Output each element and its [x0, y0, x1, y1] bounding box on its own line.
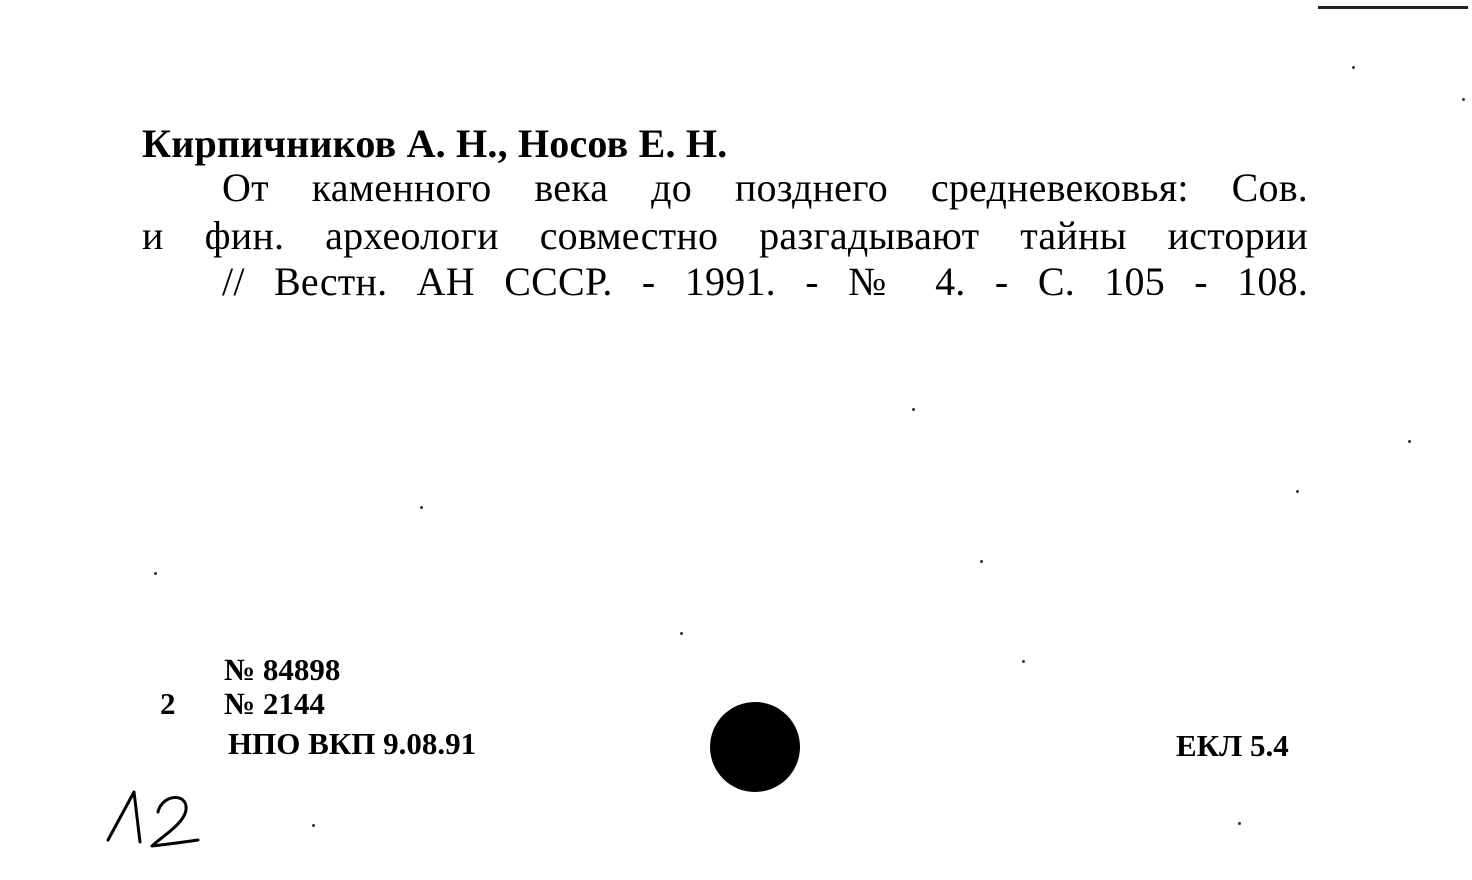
author-line: Кирпичников А. Н., Носов Е. Н.	[142, 121, 728, 166]
speck	[420, 506, 423, 509]
speck	[1462, 98, 1465, 101]
handwritten-number	[100, 782, 210, 852]
speck	[1352, 66, 1355, 69]
classification-code: ЕКЛ 5.4	[1176, 728, 1289, 763]
copy-count: 2	[160, 686, 176, 721]
speck	[1408, 440, 1411, 443]
title-line-3: // Вестн. АН СССР. - 1991. - № 4. - С. 105 - 108.	[222, 259, 1308, 304]
punch-hole	[710, 702, 800, 792]
title-line-1: От каменного века до позднего средневековья: Сов.	[222, 165, 1308, 210]
speck	[1296, 490, 1299, 493]
issuer-date: НПО ВКП 9.08.91	[228, 726, 477, 761]
speck	[1238, 822, 1241, 825]
inventory-number: № 84898	[224, 652, 341, 687]
speck	[912, 408, 915, 411]
top-edge-mark	[1318, 6, 1468, 9]
title-line-2: и фин. археологи совместно разгадывают тайны истории	[142, 213, 1308, 258]
speck	[1022, 660, 1025, 663]
speck	[680, 632, 683, 635]
secondary-number: № 2144	[224, 686, 325, 721]
speck	[312, 824, 315, 827]
speck	[154, 572, 157, 575]
speck	[980, 560, 983, 563]
